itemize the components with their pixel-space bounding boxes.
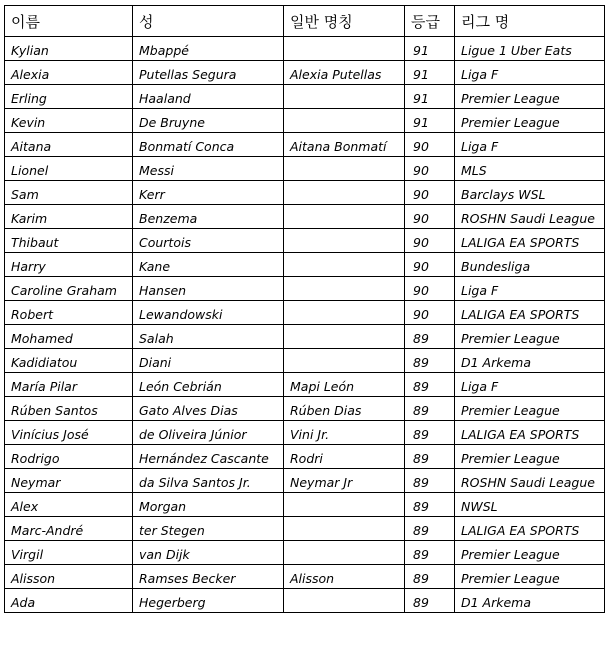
cell-rating: 89 xyxy=(405,517,455,541)
cell-common-name xyxy=(284,181,405,205)
cell-common-name xyxy=(284,517,405,541)
cell-league-name: Liga F xyxy=(455,61,605,85)
cell-first-name: María Pilar xyxy=(5,373,133,397)
cell-first-name: Kadidiatou xyxy=(5,349,133,373)
table-row xyxy=(5,61,605,85)
header-row xyxy=(5,6,605,37)
cell-rating: 89 xyxy=(405,493,455,517)
cell-last-name: Bonmatí Conca xyxy=(133,133,284,157)
cell-common-name xyxy=(284,541,405,565)
cell-first-name: Rodrigo xyxy=(5,445,133,469)
cell-league-name: Premier League xyxy=(455,445,605,469)
cell-league-name: LALIGA EA SPORTS xyxy=(455,301,605,325)
cell-last-name: Hansen xyxy=(133,277,284,301)
cell-first-name: Virgil xyxy=(5,541,133,565)
cell-last-name: Hernández Cascante xyxy=(133,445,284,469)
cell-first-name: Thibaut xyxy=(5,229,133,253)
cell-common-name: Rodri xyxy=(284,445,405,469)
cell-rating: 89 xyxy=(405,325,455,349)
cell-last-name: Kerr xyxy=(133,181,284,205)
header-league-name: 리그 명 xyxy=(455,6,605,37)
cell-rating: 90 xyxy=(405,205,455,229)
cell-common-name xyxy=(284,325,405,349)
table-header xyxy=(5,6,605,37)
table-row xyxy=(5,37,605,61)
cell-common-name xyxy=(284,37,405,61)
cell-league-name: Premier League xyxy=(455,397,605,421)
cell-first-name: Ada xyxy=(5,589,133,613)
cell-first-name: Caroline Graham xyxy=(5,277,133,301)
cell-last-name: Messi xyxy=(133,157,284,181)
cell-rating: 90 xyxy=(405,301,455,325)
cell-last-name: Diani xyxy=(133,349,284,373)
cell-common-name: Alexia Putellas xyxy=(284,61,405,85)
cell-common-name xyxy=(284,205,405,229)
cell-last-name: Courtois xyxy=(133,229,284,253)
table-row xyxy=(5,85,605,109)
cell-first-name: Kylian xyxy=(5,37,133,61)
cell-league-name: D1 Arkema xyxy=(455,589,605,613)
cell-league-name: LALIGA EA SPORTS xyxy=(455,421,605,445)
cell-league-name: Liga F xyxy=(455,373,605,397)
cell-first-name: Harry xyxy=(5,253,133,277)
cell-rating: 89 xyxy=(405,397,455,421)
cell-last-name: Salah xyxy=(133,325,284,349)
cell-common-name xyxy=(284,589,405,613)
cell-last-name: Morgan xyxy=(133,493,284,517)
cell-last-name: Hegerberg xyxy=(133,589,284,613)
cell-common-name xyxy=(284,349,405,373)
cell-first-name: Kevin xyxy=(5,109,133,133)
table-row xyxy=(5,493,605,517)
cell-last-name: Benzema xyxy=(133,205,284,229)
table-row xyxy=(5,421,605,445)
cell-last-name: Haaland xyxy=(133,85,284,109)
cell-first-name: Erling xyxy=(5,85,133,109)
cell-rating: 91 xyxy=(405,109,455,133)
cell-rating: 90 xyxy=(405,133,455,157)
cell-league-name: ROSHN Saudi League xyxy=(455,469,605,493)
cell-first-name: Sam xyxy=(5,181,133,205)
cell-common-name: Mapi León xyxy=(284,373,405,397)
cell-common-name: Aitana Bonmatí xyxy=(284,133,405,157)
cell-first-name: Robert xyxy=(5,301,133,325)
cell-first-name: Alex xyxy=(5,493,133,517)
cell-rating: 91 xyxy=(405,85,455,109)
cell-rating: 90 xyxy=(405,157,455,181)
table-row xyxy=(5,517,605,541)
table-row xyxy=(5,397,605,421)
cell-rating: 89 xyxy=(405,589,455,613)
cell-first-name: Vinícius José xyxy=(5,421,133,445)
cell-last-name: de Oliveira Júnior xyxy=(133,421,284,445)
cell-league-name: Ligue 1 Uber Eats xyxy=(455,37,605,61)
cell-last-name: Putellas Segura xyxy=(133,61,284,85)
table-row xyxy=(5,133,605,157)
header-last-name: 성 xyxy=(133,6,284,37)
cell-first-name: Neymar xyxy=(5,469,133,493)
cell-league-name: D1 Arkema xyxy=(455,349,605,373)
cell-common-name: Alisson xyxy=(284,565,405,589)
cell-rating: 90 xyxy=(405,229,455,253)
cell-rating: 90 xyxy=(405,181,455,205)
cell-rating: 91 xyxy=(405,61,455,85)
table-row xyxy=(5,349,605,373)
cell-league-name: Barclays WSL xyxy=(455,181,605,205)
header-common-name: 일반 명칭 xyxy=(284,6,405,37)
table-row xyxy=(5,253,605,277)
cell-league-name: NWSL xyxy=(455,493,605,517)
cell-common-name xyxy=(284,85,405,109)
table-row xyxy=(5,541,605,565)
cell-last-name: León Cebrián xyxy=(133,373,284,397)
table-row xyxy=(5,373,605,397)
cell-league-name: Premier League xyxy=(455,325,605,349)
table-row xyxy=(5,301,605,325)
cell-league-name: ROSHN Saudi League xyxy=(455,205,605,229)
cell-league-name: Liga F xyxy=(455,133,605,157)
cell-last-name: Gato Alves Dias xyxy=(133,397,284,421)
cell-league-name: Bundesliga xyxy=(455,253,605,277)
cell-last-name: ter Stegen xyxy=(133,517,284,541)
table-row xyxy=(5,445,605,469)
cell-last-name: van Dijk xyxy=(133,541,284,565)
cell-league-name: MLS xyxy=(455,157,605,181)
cell-first-name: Lionel xyxy=(5,157,133,181)
cell-first-name: Mohamed xyxy=(5,325,133,349)
cell-league-name: Liga F xyxy=(455,277,605,301)
cell-rating: 89 xyxy=(405,349,455,373)
cell-rating: 89 xyxy=(405,445,455,469)
table-row xyxy=(5,565,605,589)
cell-league-name: LALIGA EA SPORTS xyxy=(455,229,605,253)
cell-last-name: Ramses Becker xyxy=(133,565,284,589)
table-row xyxy=(5,589,605,613)
cell-common-name: Vini Jr. xyxy=(284,421,405,445)
table-row xyxy=(5,109,605,133)
cell-league-name: Premier League xyxy=(455,541,605,565)
cell-rating: 90 xyxy=(405,253,455,277)
cell-last-name: Mbappé xyxy=(133,37,284,61)
cell-common-name xyxy=(284,229,405,253)
cell-rating: 89 xyxy=(405,565,455,589)
table-body xyxy=(5,37,605,613)
table-row xyxy=(5,325,605,349)
cell-common-name xyxy=(284,493,405,517)
cell-last-name: da Silva Santos Jr. xyxy=(133,469,284,493)
cell-last-name: Lewandowski xyxy=(133,301,284,325)
cell-common-name xyxy=(284,109,405,133)
cell-first-name: Marc-André xyxy=(5,517,133,541)
cell-league-name: Premier League xyxy=(455,565,605,589)
players-table-container xyxy=(4,5,605,613)
cell-common-name xyxy=(284,157,405,181)
cell-common-name xyxy=(284,301,405,325)
table-row xyxy=(5,229,605,253)
header-rating: 등급 xyxy=(405,6,455,37)
table-row xyxy=(5,469,605,493)
cell-rating: 89 xyxy=(405,373,455,397)
players-table xyxy=(4,5,605,613)
cell-league-name: Premier League xyxy=(455,109,605,133)
header-first-name: 이름 xyxy=(5,6,133,37)
cell-rating: 90 xyxy=(405,277,455,301)
cell-league-name: LALIGA EA SPORTS xyxy=(455,517,605,541)
cell-rating: 89 xyxy=(405,541,455,565)
table-row xyxy=(5,157,605,181)
cell-rating: 89 xyxy=(405,421,455,445)
cell-first-name: Aitana xyxy=(5,133,133,157)
cell-first-name: Alisson xyxy=(5,565,133,589)
cell-last-name: Kane xyxy=(133,253,284,277)
cell-common-name xyxy=(284,277,405,301)
cell-first-name: Karim xyxy=(5,205,133,229)
cell-first-name: Alexia xyxy=(5,61,133,85)
cell-rating: 89 xyxy=(405,469,455,493)
cell-common-name xyxy=(284,253,405,277)
cell-last-name: De Bruyne xyxy=(133,109,284,133)
cell-common-name: Rúben Dias xyxy=(284,397,405,421)
table-row xyxy=(5,205,605,229)
cell-first-name: Rúben Santos xyxy=(5,397,133,421)
table-row xyxy=(5,181,605,205)
cell-rating: 91 xyxy=(405,37,455,61)
cell-common-name: Neymar Jr xyxy=(284,469,405,493)
cell-league-name: Premier League xyxy=(455,85,605,109)
table-row xyxy=(5,277,605,301)
